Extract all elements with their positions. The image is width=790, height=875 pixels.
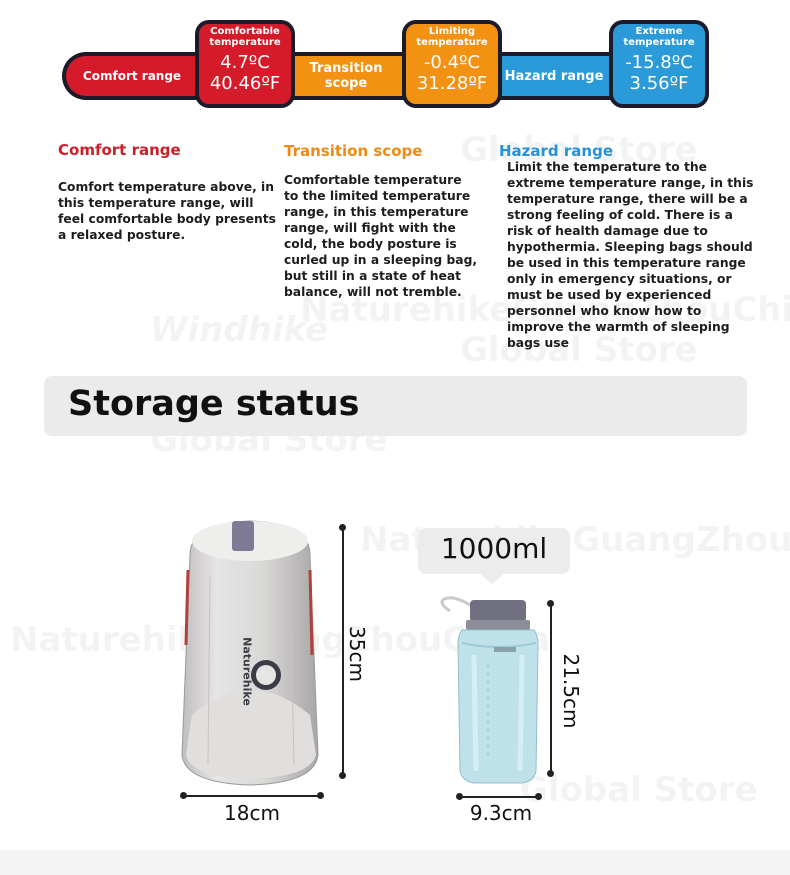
bottle-height-dot-bottom — [547, 770, 554, 777]
bottle-width-label: 9.3cm — [469, 801, 533, 825]
extreme-fahrenheit: 3.56ºF — [629, 73, 689, 94]
bag-width-dot-left — [180, 792, 187, 799]
bag-height-line — [342, 527, 344, 775]
water-bottle-image — [430, 595, 550, 795]
bag-width-label: 18cm — [224, 801, 280, 825]
comfortable-fahrenheit: 40.46ºF — [209, 73, 281, 94]
comfort-range-segment: Comfort range — [66, 56, 198, 96]
volume-bubble-tail — [480, 574, 504, 584]
bottom-shade — [0, 850, 790, 875]
extreme-celsius: -15.8ºC — [625, 52, 693, 73]
limiting-celsius: -0.4ºC — [423, 52, 481, 73]
hazard-range-title: Hazard range — [499, 142, 613, 160]
bag-brand-label: Naturehike — [240, 637, 254, 706]
limiting-fahrenheit: 31.28ºF — [416, 73, 488, 94]
comfort-range-title: Comfort range — [58, 141, 181, 159]
hazard-range-text: Limit the temperature to the extreme temperature range, in this temperature range, there will be a strong feeling of cold. There is a risk of health damage due to hypothermia. Sleeping bags should be used in this temperature range only in emergency situations, or must be used by experienced personnel who know how to improve the warmth of sleeping bags use — [507, 160, 754, 350]
content-card — [20, 0, 770, 873]
bottle-width-dot-right — [535, 793, 542, 800]
comfortable-temperature-box — [195, 20, 295, 108]
bag-width-dot-right — [317, 792, 324, 799]
comfortable-temperature-label: Comfortable temperature — [209, 26, 281, 48]
limiting-temperature-box — [402, 20, 502, 108]
extreme-temperature-box — [609, 20, 709, 108]
storage-status-title: Storage status — [68, 384, 360, 424]
extreme-temperature-label: Extreme temperature — [623, 26, 695, 48]
bottle-width-line — [459, 796, 539, 798]
transition-scope-text: Comfortable temperature to the limited temperature range, in this temperature range, will fight with the cold, the body posture is curled up in a sleeping bag, but still in a state of heat balance, will not tremble. — [284, 173, 478, 299]
transition-scope-title: Transition scope — [284, 142, 423, 160]
bottle-height-line — [550, 603, 552, 773]
bottle-height-dot-top — [547, 600, 554, 607]
volume-label: 1000ml — [440, 532, 548, 565]
bottle-width-dot-left — [456, 793, 463, 800]
limiting-temperature-label: Limiting temperature — [416, 26, 488, 48]
comfortable-celsius: 4.7ºC — [220, 52, 270, 73]
comfort-range-text: Comfort temperature above, in this temperature range, will feel comfortable body presents a relaxed posture. — [58, 180, 276, 242]
bag-width-line — [183, 795, 321, 797]
bag-height-dot-bottom — [339, 772, 346, 779]
hazard-range-segment: Hazard range — [496, 56, 612, 96]
bottle-height-label: 21.5cm — [559, 653, 583, 729]
transition-scope-segment: Transition scope — [288, 56, 404, 96]
bag-height-label: 35cm — [345, 626, 369, 682]
bag-height-dot-top — [339, 524, 346, 531]
